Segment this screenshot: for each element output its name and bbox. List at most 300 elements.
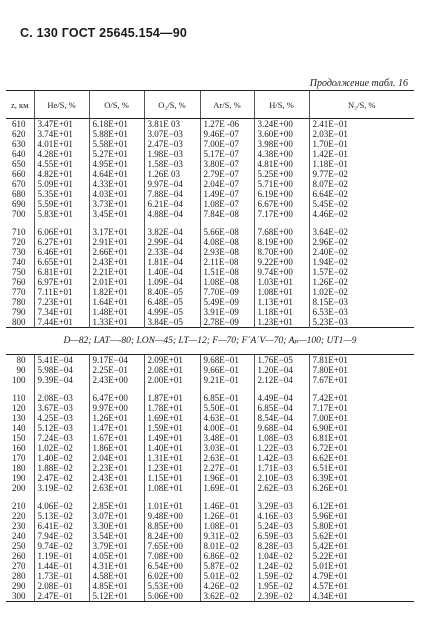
value-cell: 9.17E−04 <box>89 355 144 366</box>
value-cell: 1.49E−07 <box>200 189 254 199</box>
value-cell: 7.94E−02 <box>34 531 89 541</box>
value-cell: 1.82E+01 <box>89 287 144 297</box>
value-cell: 1.40E−04 <box>144 267 200 277</box>
altitude-cell: 200 <box>12 483 26 493</box>
altitude-cell: 800 <box>12 317 26 327</box>
value-cell: 4.31E+01 <box>89 561 144 571</box>
value-cell: 5.80E+01 <box>309 521 414 531</box>
value-cell: 6.27E+01 <box>34 237 89 247</box>
value-cell: 1.88E−02 <box>34 463 89 473</box>
altitude-cell: 780 <box>12 297 26 307</box>
value-cell: 6.90E+01 <box>309 423 414 433</box>
table-row <box>6 159 414 169</box>
value-cell: 9.97E+00 <box>89 403 144 413</box>
value-cell: 1.40E−02 <box>34 453 89 463</box>
value-cell: 6.12E+01 <box>309 501 414 511</box>
value-cell: 5.45E−02 <box>309 199 414 209</box>
value-cell: 4.82E+01 <box>34 169 89 179</box>
value-cell: 5.17E−07 <box>200 149 254 159</box>
value-cell: 5.53E+00 <box>144 581 200 591</box>
value-cell: 1.27E -06 <box>200 119 254 130</box>
value-cell: 4.00E−01 <box>200 423 254 433</box>
value-cell: 6.54E+00 <box>144 561 200 571</box>
value-cell: 6.02E+00 <box>144 571 200 581</box>
value-cell: 6.18E+01 <box>89 119 144 130</box>
value-cell: 3.81E 03 <box>144 119 200 130</box>
table-row <box>6 375 414 385</box>
value-cell: 3.79E+01 <box>89 541 144 551</box>
value-cell: 2.91E+01 <box>89 237 144 247</box>
value-cell: 9.39E−04 <box>34 375 89 385</box>
table-row <box>6 581 414 591</box>
altitude-cell: 640 <box>12 149 26 159</box>
table-row <box>6 413 414 423</box>
value-cell: 7.11E+01 <box>34 287 89 297</box>
group-spacer <box>6 493 414 501</box>
value-cell: 9.74E−02 <box>34 541 89 551</box>
value-cell: 1.81E−04 <box>144 257 200 267</box>
table-row <box>6 169 414 179</box>
value-cell: 8.28E−03 <box>254 541 309 551</box>
table-row <box>6 561 414 571</box>
altitude-cell: 240 <box>12 531 26 541</box>
value-cell: 8.15E−03 <box>309 297 414 307</box>
value-cell: 3.73E+01 <box>89 199 144 209</box>
value-cell: 2.01E+01 <box>89 277 144 287</box>
value-cell: 7.08E+00 <box>144 551 200 561</box>
table-row <box>6 501 414 511</box>
value-cell: 1.59E−02 <box>254 571 309 581</box>
altitude-cell: 300 <box>6 591 34 602</box>
table-row <box>6 149 414 159</box>
value-cell: 1.22E−03 <box>254 443 309 453</box>
value-cell: 6.59E−03 <box>254 531 309 541</box>
altitude-cell: 730 <box>12 247 26 257</box>
page-header: С. 130 ГОСТ 25645.154—90 <box>20 26 188 40</box>
altitude-cell: 750 <box>12 267 26 277</box>
value-cell: 6.39E+01 <box>309 473 414 483</box>
value-cell: 2.12E−04 <box>254 375 309 385</box>
value-cell: 1.20E−04 <box>254 365 309 375</box>
value-cell: 5.62E+01 <box>309 531 414 541</box>
value-cell: 6.85E−01 <box>200 393 254 403</box>
value-cell: 4.08E−08 <box>200 237 254 247</box>
value-cell: 9.21E−01 <box>200 375 254 385</box>
value-cell: 1.67E+01 <box>89 433 144 443</box>
value-cell: 1.69E−01 <box>200 483 254 493</box>
table-row <box>6 355 414 366</box>
value-cell: 5.42E+01 <box>309 541 414 551</box>
value-cell: 1.69E+01 <box>144 413 200 423</box>
value-cell: 7.17E+01 <box>309 403 414 413</box>
value-cell: 9.77E−02 <box>309 169 414 179</box>
value-cell: 1.08E−08 <box>200 277 254 287</box>
value-cell: 4.63E−01 <box>200 413 254 423</box>
value-cell: 3.80E−07 <box>200 159 254 169</box>
altitude-cell: 270 <box>12 561 26 571</box>
value-cell: 7.67E+01 <box>309 375 414 385</box>
value-cell: 1.31E+01 <box>144 453 200 463</box>
altitude-cell: 220 <box>12 511 26 521</box>
value-cell: 5.49E−09 <box>200 297 254 307</box>
value-cell: 6.65E+01 <box>34 257 89 267</box>
value-cell: 6.47E+00 <box>89 393 144 403</box>
altitude-cell: 170 <box>12 453 26 463</box>
table-row <box>6 199 414 209</box>
value-cell: 2.96E−02 <box>309 237 414 247</box>
value-cell: 2.93E−08 <box>200 247 254 257</box>
data-table <box>6 90 414 602</box>
value-cell: 6.46E+01 <box>34 247 89 257</box>
value-cell: 7.34E+01 <box>34 307 89 317</box>
value-cell: 3.48E−01 <box>200 433 254 443</box>
value-cell: 1.42E−03 <box>254 453 309 463</box>
value-cell: 9.97E−04 <box>144 179 200 189</box>
table-row <box>6 531 414 541</box>
value-cell: 3.19E−02 <box>34 483 89 493</box>
value-cell: 1.09E−04 <box>144 277 200 287</box>
value-cell: 6.26E+01 <box>309 483 414 493</box>
table-row <box>6 541 414 551</box>
value-cell: 9.68E−04 <box>254 423 309 433</box>
value-cell: 5.12E+01 <box>89 591 144 602</box>
value-cell: 1.26E 03 <box>144 169 200 179</box>
value-cell: 1.02E−02 <box>309 287 414 297</box>
value-cell: 6.81E+01 <box>309 433 414 443</box>
value-cell: 7.84E−08 <box>200 209 254 219</box>
value-cell: 6.67E+00 <box>254 199 309 209</box>
value-cell: 9.68E−01 <box>200 355 254 366</box>
value-cell: 7.00E+01 <box>309 413 414 423</box>
value-cell: 1.26E−01 <box>200 511 254 521</box>
value-cell: 2.40E−02 <box>309 247 414 257</box>
condition-text: D—82; LAT—-80; LON—45; LT—12; F—70; F΄A΄V—70; Aₚ—100; UT1—9 <box>6 328 414 355</box>
value-cell: 6.48E−05 <box>144 297 200 307</box>
value-cell: 5.71E+00 <box>254 179 309 189</box>
value-cell: 2.09E+01 <box>144 355 200 366</box>
value-cell: 1.96E−01 <box>200 473 254 483</box>
value-cell: 1.49E+01 <box>144 433 200 443</box>
value-cell: 3.84E−05 <box>144 317 200 328</box>
value-cell: 1.04E−02 <box>254 551 309 561</box>
value-cell: 6.97E+01 <box>34 277 89 287</box>
table-row <box>6 179 414 189</box>
value-cell: 5.98E−04 <box>34 365 89 375</box>
altitude-cell: 180 <box>12 463 26 473</box>
value-cell: 1.78E+01 <box>144 403 200 413</box>
value-cell: 7.88E−04 <box>144 189 200 199</box>
value-cell: 9.22E+00 <box>254 257 309 267</box>
table-row <box>6 393 414 403</box>
value-cell: 5.50E−01 <box>200 403 254 413</box>
value-cell: 4.26E−02 <box>200 581 254 591</box>
table-row <box>6 257 414 267</box>
table-row <box>6 297 414 307</box>
table-row <box>6 443 414 453</box>
table-row <box>6 209 414 219</box>
value-cell: 1.18E+01 <box>254 307 309 317</box>
value-cell: 6.21E−04 <box>144 199 200 209</box>
value-cell: 2.04E−07 <box>200 179 254 189</box>
value-cell: 7.68E+00 <box>254 227 309 237</box>
value-cell: 6.72E+01 <box>309 443 414 453</box>
value-cell: 9.48E+00 <box>144 511 200 521</box>
value-cell: 6.81E+01 <box>34 267 89 277</box>
table-row <box>6 473 414 483</box>
value-cell: 3.03E−01 <box>200 443 254 453</box>
table-body <box>6 119 414 602</box>
altitude-cell: 150 <box>12 433 26 443</box>
value-cell: 6.19E+00 <box>254 189 309 199</box>
value-cell: 1.33E+01 <box>89 317 144 328</box>
table-row <box>6 365 414 375</box>
table-row <box>6 227 414 237</box>
altitude-cell: 260 <box>12 551 26 561</box>
value-cell: 1.71E−03 <box>254 463 309 473</box>
value-cell: 6.85E−04 <box>254 403 309 413</box>
value-cell: 3.47E+01 <box>34 119 89 130</box>
table-row <box>6 129 414 139</box>
condition-row <box>6 328 414 355</box>
value-cell: 3.54E+01 <box>89 531 144 541</box>
value-cell: 2.85E+01 <box>89 501 144 511</box>
value-cell: 9.66E−01 <box>200 365 254 375</box>
value-cell: 1.13E+01 <box>254 297 309 307</box>
table-row <box>6 277 414 287</box>
altitude-cell: 670 <box>12 179 26 189</box>
value-cell: 1.51E−08 <box>200 267 254 277</box>
altitude-cell: 140 <box>12 423 26 433</box>
table-header-row <box>6 91 414 119</box>
table-row <box>6 453 414 463</box>
value-cell: 7.80E+01 <box>309 365 414 375</box>
altitude-cell: 190 <box>12 473 26 483</box>
value-cell: 5.96E+01 <box>309 511 414 521</box>
value-cell: 4.55E+01 <box>34 159 89 169</box>
value-cell: 4.85E+01 <box>89 581 144 591</box>
value-cell: 1.98E−03 <box>144 149 200 159</box>
value-cell: 1.47E+01 <box>89 423 144 433</box>
table-row <box>6 423 414 433</box>
altitude-cell: 160 <box>12 443 26 453</box>
altitude-cell: 690 <box>12 199 26 209</box>
value-cell: 7.23E+01 <box>34 297 89 307</box>
altitude-cell: 230 <box>12 521 26 531</box>
table-row <box>6 287 414 297</box>
value-cell: 2.21E+01 <box>89 267 144 277</box>
value-cell: 7.42E+01 <box>309 393 414 403</box>
table-row <box>6 511 414 521</box>
value-cell: 9.31E−02 <box>200 531 254 541</box>
value-cell: 4.64E+01 <box>89 169 144 179</box>
value-cell: 5.59E+01 <box>34 199 89 209</box>
value-cell: 1.01E+01 <box>144 501 200 511</box>
table-row <box>6 591 414 602</box>
value-cell: 1.70E−01 <box>309 139 414 149</box>
value-cell: 3.91E−09 <box>200 307 254 317</box>
value-cell: 2.08E+01 <box>144 365 200 375</box>
value-cell: 3.07E−03 <box>144 129 200 139</box>
value-cell: 1.19E−01 <box>34 551 89 561</box>
value-cell: 2.79E−07 <box>200 169 254 179</box>
value-cell: 1.24E−02 <box>254 561 309 571</box>
table-row <box>6 139 414 149</box>
altitude-cell: 770 <box>12 287 26 297</box>
value-cell: 1.57E−02 <box>309 267 414 277</box>
column-header: O₂/S, % <box>144 91 200 119</box>
table-row <box>6 237 414 247</box>
value-cell: 1.58E−03 <box>144 159 200 169</box>
table-row <box>6 463 414 473</box>
value-cell: 2.41E−01 <box>309 119 414 130</box>
value-cell: 5.22E+01 <box>309 551 414 561</box>
altitude-cell: 90 <box>16 365 26 375</box>
table-row <box>6 571 414 581</box>
value-cell: 2.47E−03 <box>144 139 200 149</box>
value-cell: 8.24E+00 <box>144 531 200 541</box>
value-cell: 1.23E+01 <box>144 463 200 473</box>
value-cell: 3.60E+00 <box>254 129 309 139</box>
value-cell: 1.48E+01 <box>89 307 144 317</box>
value-cell: 1.02E−02 <box>34 443 89 453</box>
value-cell: 5.09E+01 <box>34 179 89 189</box>
table-row <box>6 267 414 277</box>
value-cell: 6.53E−03 <box>309 307 414 317</box>
group-spacer <box>6 219 414 227</box>
column-header: O/S, % <box>89 91 144 119</box>
value-cell: 7.70E−09 <box>200 287 254 297</box>
value-cell: 5.83E+01 <box>34 209 89 219</box>
value-cell: 7.00E−07 <box>200 139 254 149</box>
value-cell: 2.08E−01 <box>34 581 89 591</box>
value-cell: 3.64E−02 <box>309 227 414 237</box>
value-cell: 6.41E−02 <box>34 521 89 531</box>
value-cell: 2.63E−01 <box>200 453 254 463</box>
altitude-cell: 680 <box>12 189 26 199</box>
value-cell: 7.81E+01 <box>309 355 414 366</box>
table-row <box>6 521 414 531</box>
value-cell: 6.51E+01 <box>309 463 414 473</box>
value-cell: 1.94E−02 <box>309 257 414 267</box>
altitude-cell: 650 <box>12 159 26 169</box>
value-cell: 2.04E+01 <box>89 453 144 463</box>
value-cell: 5.24E−03 <box>254 521 309 531</box>
value-cell: 2.43E+00 <box>89 375 144 385</box>
value-cell: 4.05E+01 <box>89 551 144 561</box>
value-cell: 2.00E+01 <box>144 375 200 385</box>
altitude-cell: 100 <box>12 375 26 385</box>
value-cell: 5.41E−04 <box>34 355 89 366</box>
value-cell: 3.45E+01 <box>89 209 144 219</box>
value-cell: 6.06E+01 <box>34 227 89 237</box>
value-cell: 1.18E−01 <box>309 159 414 169</box>
value-cell: 8.85E+00 <box>144 521 200 531</box>
value-cell: 5.06E+00 <box>144 591 200 602</box>
value-cell: 4.57E+01 <box>309 581 414 591</box>
altitude-cell: 740 <box>12 257 26 267</box>
value-cell: 1.87E+01 <box>144 393 200 403</box>
column-header: He/S, % <box>34 91 89 119</box>
value-cell: 4.38E+00 <box>254 149 309 159</box>
value-cell: 2.39E−02 <box>254 591 309 602</box>
value-cell: 2.47E−01 <box>34 591 89 602</box>
column-header: H/S, % <box>254 91 309 119</box>
value-cell: 3.98E+00 <box>254 139 309 149</box>
altitude-cell: 660 <box>12 169 26 179</box>
value-cell: 4.58E+01 <box>89 571 144 581</box>
value-cell: 2.99E−04 <box>144 237 200 247</box>
value-cell: 2.11E−08 <box>200 257 254 267</box>
value-cell: 1.44E−01 <box>34 561 89 571</box>
value-cell: 7.24E−03 <box>34 433 89 443</box>
value-cell: 2.63E+01 <box>89 483 144 493</box>
value-cell: 9.74E+00 <box>254 267 309 277</box>
value-cell: 1.73E−01 <box>34 571 89 581</box>
value-cell: 2.66E+01 <box>89 247 144 257</box>
altitude-cell: 610 <box>12 119 26 129</box>
value-cell: 4.16E−03 <box>254 511 309 521</box>
value-cell: 2.27E−01 <box>200 463 254 473</box>
value-cell: 4.06E−02 <box>34 501 89 511</box>
value-cell: 1.86E+01 <box>89 443 144 453</box>
table-row <box>6 189 414 199</box>
value-cell: 3.62E−02 <box>200 591 254 602</box>
value-cell: 9.46E−07 <box>200 129 254 139</box>
value-cell: 1.95E−02 <box>254 581 309 591</box>
table-row <box>6 119 414 130</box>
altitude-cell: 620 <box>12 129 26 139</box>
altitude-cell: 720 <box>12 237 26 247</box>
table-row <box>6 551 414 561</box>
table-row <box>6 483 414 493</box>
table-row <box>6 403 414 413</box>
value-cell: 4.28E+01 <box>34 149 89 159</box>
value-cell: 6.64E−02 <box>309 189 414 199</box>
column-header: N₂/S, % <box>309 91 414 119</box>
value-cell: 4.49E−04 <box>254 393 309 403</box>
value-cell: 5.01E−02 <box>200 571 254 581</box>
value-cell: 5.23E−03 <box>309 317 414 328</box>
value-cell: 4.33E+01 <box>89 179 144 189</box>
altitude-cell: 630 <box>12 139 26 149</box>
value-cell: 1.40E+01 <box>144 443 200 453</box>
value-cell: 7.65E+00 <box>144 541 200 551</box>
value-cell: 4.95E+01 <box>89 159 144 169</box>
value-cell: 2.78E−09 <box>200 317 254 328</box>
value-cell: 5.12E−03 <box>34 423 89 433</box>
value-cell: 5.88E+01 <box>89 129 144 139</box>
value-cell: 5.58E+01 <box>89 139 144 149</box>
value-cell: 5.01E+01 <box>309 561 414 571</box>
group-spacer <box>6 385 414 393</box>
column-header: z, км <box>6 91 34 119</box>
value-cell: 3.74E+01 <box>34 129 89 139</box>
value-cell: 3.29E−03 <box>254 501 309 511</box>
value-cell: 5.25E+00 <box>254 169 309 179</box>
value-cell: 7.44E+01 <box>34 317 89 328</box>
value-cell: 8.19E+00 <box>254 237 309 247</box>
value-cell: 3.24E+00 <box>254 119 309 130</box>
value-cell: 5.35E+01 <box>34 189 89 199</box>
value-cell: 4.88E−04 <box>144 209 200 219</box>
value-cell: 1.03E+01 <box>254 277 309 287</box>
value-cell: 1.42E−01 <box>309 149 414 159</box>
value-cell: 3.82E−04 <box>144 227 200 237</box>
table-row <box>6 307 414 317</box>
value-cell: 3.67E−03 <box>34 403 89 413</box>
value-cell: 1.23E+01 <box>254 317 309 328</box>
value-cell: 1.15E+01 <box>144 473 200 483</box>
